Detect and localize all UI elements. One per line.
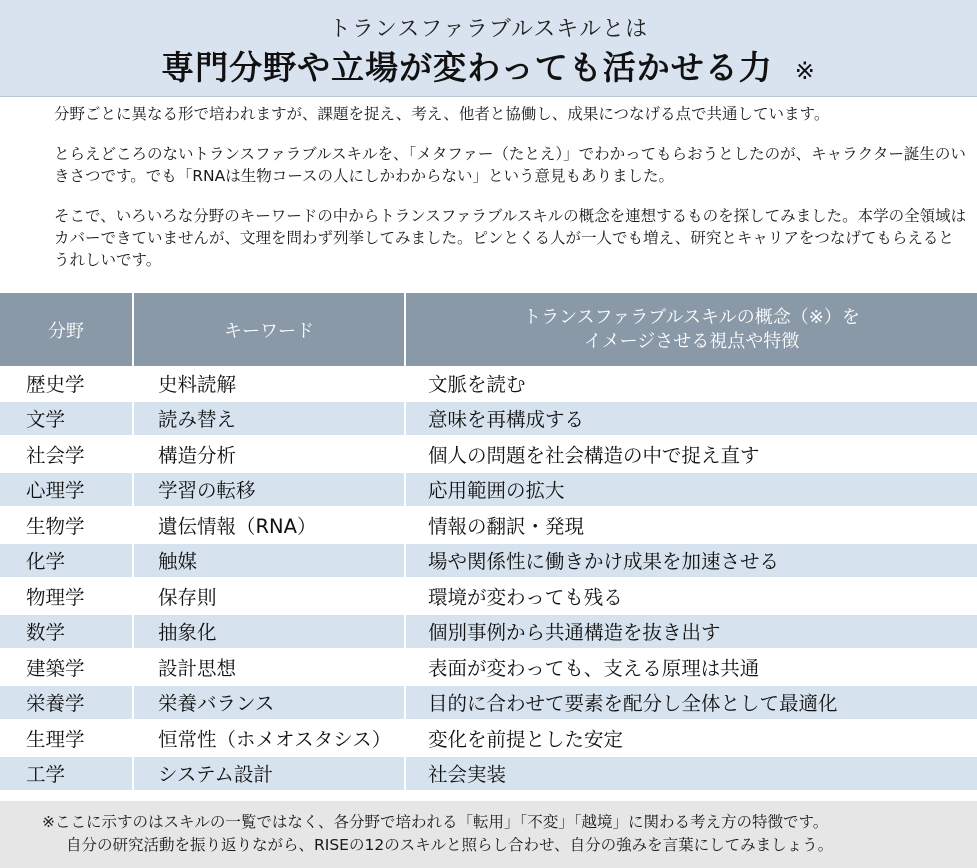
cell-keyword: 構造分析 [133, 436, 405, 472]
cell-concept: 変化を前提とした安定 [405, 720, 977, 756]
footer-note-line2: 自分の研究活動を振り返りながら、RISEの12のスキルと照らし合わせ、自分の強みを言葉にしてみましょう。 [66, 836, 834, 854]
cell-field: 文学 [0, 401, 133, 437]
table-row [0, 685, 977, 721]
intro-paragraph-3: そこで、いろいろな分野のキーワードの中からトランスファラブルスキルの概念を連想するものを探してみました。本学の全領域はカバーできていませんが、文理を問わず列挙してみました。ピンとくる人が一人でも増え、研究とキャリアをつなげてもらえるとうれしいです。 [54, 207, 967, 269]
header-concept [405, 293, 977, 366]
table-row [0, 472, 977, 508]
cell-field: 心理学 [0, 472, 133, 508]
cell-concept: 表面が変わっても、支える原理は共通 [405, 649, 977, 685]
cell-keyword: 学習の転移 [133, 472, 405, 508]
table-row [0, 649, 977, 685]
page-title-text: 専門分野や立場が変わっても活かせる力 [161, 48, 773, 87]
cell-keyword: 抽象化 [133, 614, 405, 650]
cell-keyword: 史料読解 [133, 366, 405, 401]
cell-keyword: 遺伝情報（RNA） [133, 507, 405, 543]
header-field: 分野 [0, 293, 133, 366]
cell-field: 物理学 [0, 578, 133, 614]
cell-field: 栄養学 [0, 685, 133, 721]
cell-keyword: 保存則 [133, 578, 405, 614]
cell-keyword: 触媒 [133, 543, 405, 579]
cell-concept: 応用範囲の拡大 [405, 472, 977, 508]
cell-keyword: 栄養バランス [133, 685, 405, 721]
cell-concept: 社会実装 [405, 756, 977, 792]
cell-concept: 意味を再構成する [405, 401, 977, 437]
intro-text [54, 103, 969, 289]
header-concept-line2: イメージさせる視点や特徴 [583, 330, 800, 352]
cell-keyword: 恒常性（ホメオスタシス） [133, 720, 405, 756]
table-row [0, 366, 977, 401]
cell-field: 生理学 [0, 720, 133, 756]
page-title [0, 42, 977, 89]
table-row [0, 614, 977, 650]
header-concept-line1: トランスファラブルスキルの概念（※）を [523, 306, 860, 328]
cell-concept: 個人の問題を社会構造の中で捉え直す [405, 436, 977, 472]
table-row [0, 720, 977, 756]
footer-note-line1: ※ここに示すのはスキルの一覧ではなく、各分野で培われる「転用」「不変」「越境」に関わる考え方の特徴です。 [42, 813, 829, 831]
cell-keyword: 読み替え [133, 401, 405, 437]
table-row [0, 436, 977, 472]
cell-concept: 個別事例から共通構造を抜き出す [405, 614, 977, 650]
cell-keyword: 設計思想 [133, 649, 405, 685]
table-row [0, 578, 977, 614]
table-row [0, 401, 977, 437]
cell-field: 工学 [0, 756, 133, 792]
table-row [0, 507, 977, 543]
header-keyword: キーワード [133, 293, 405, 366]
cell-concept: 環境が変わっても残る [405, 578, 977, 614]
intro-paragraph-2: とらえどころのないトランスファラブルスキルを、「メタファー（たとえ）」でわかってもらおうとしたのが、キャラクター誕生のいきさつです。でも「RNAは生物コースの人にしかわからない」という意見もありました。 [54, 145, 966, 185]
keyword-table [0, 293, 977, 792]
cell-field: 建築学 [0, 649, 133, 685]
header-banner [0, 0, 977, 97]
table-row [0, 543, 977, 579]
cell-field: 社会学 [0, 436, 133, 472]
footer-note [0, 801, 977, 868]
intro-paragraph-1: 分野ごとに異なる形で培われますが、課題を捉え、考え、他者と協働し、成果につなげる点で共通しています。 [54, 105, 830, 123]
cell-concept: 情報の翻訳・発現 [405, 507, 977, 543]
cell-field: 歴史学 [0, 366, 133, 401]
cell-field: 数学 [0, 614, 133, 650]
cell-field: 生物学 [0, 507, 133, 543]
cell-concept: 目的に合わせて要素を配分し全体として最適化 [405, 685, 977, 721]
cell-concept: 場や関係性に働きかけ成果を加速させる [405, 543, 977, 579]
title-note-mark: ※ [794, 57, 816, 85]
table-header-row [0, 293, 977, 366]
cell-keyword: システム設計 [133, 756, 405, 792]
cell-field: 化学 [0, 543, 133, 579]
table-row [0, 756, 977, 792]
page-subtitle: トランスファラブルスキルとは [328, 17, 649, 42]
cell-concept: 文脈を読む [405, 366, 977, 401]
